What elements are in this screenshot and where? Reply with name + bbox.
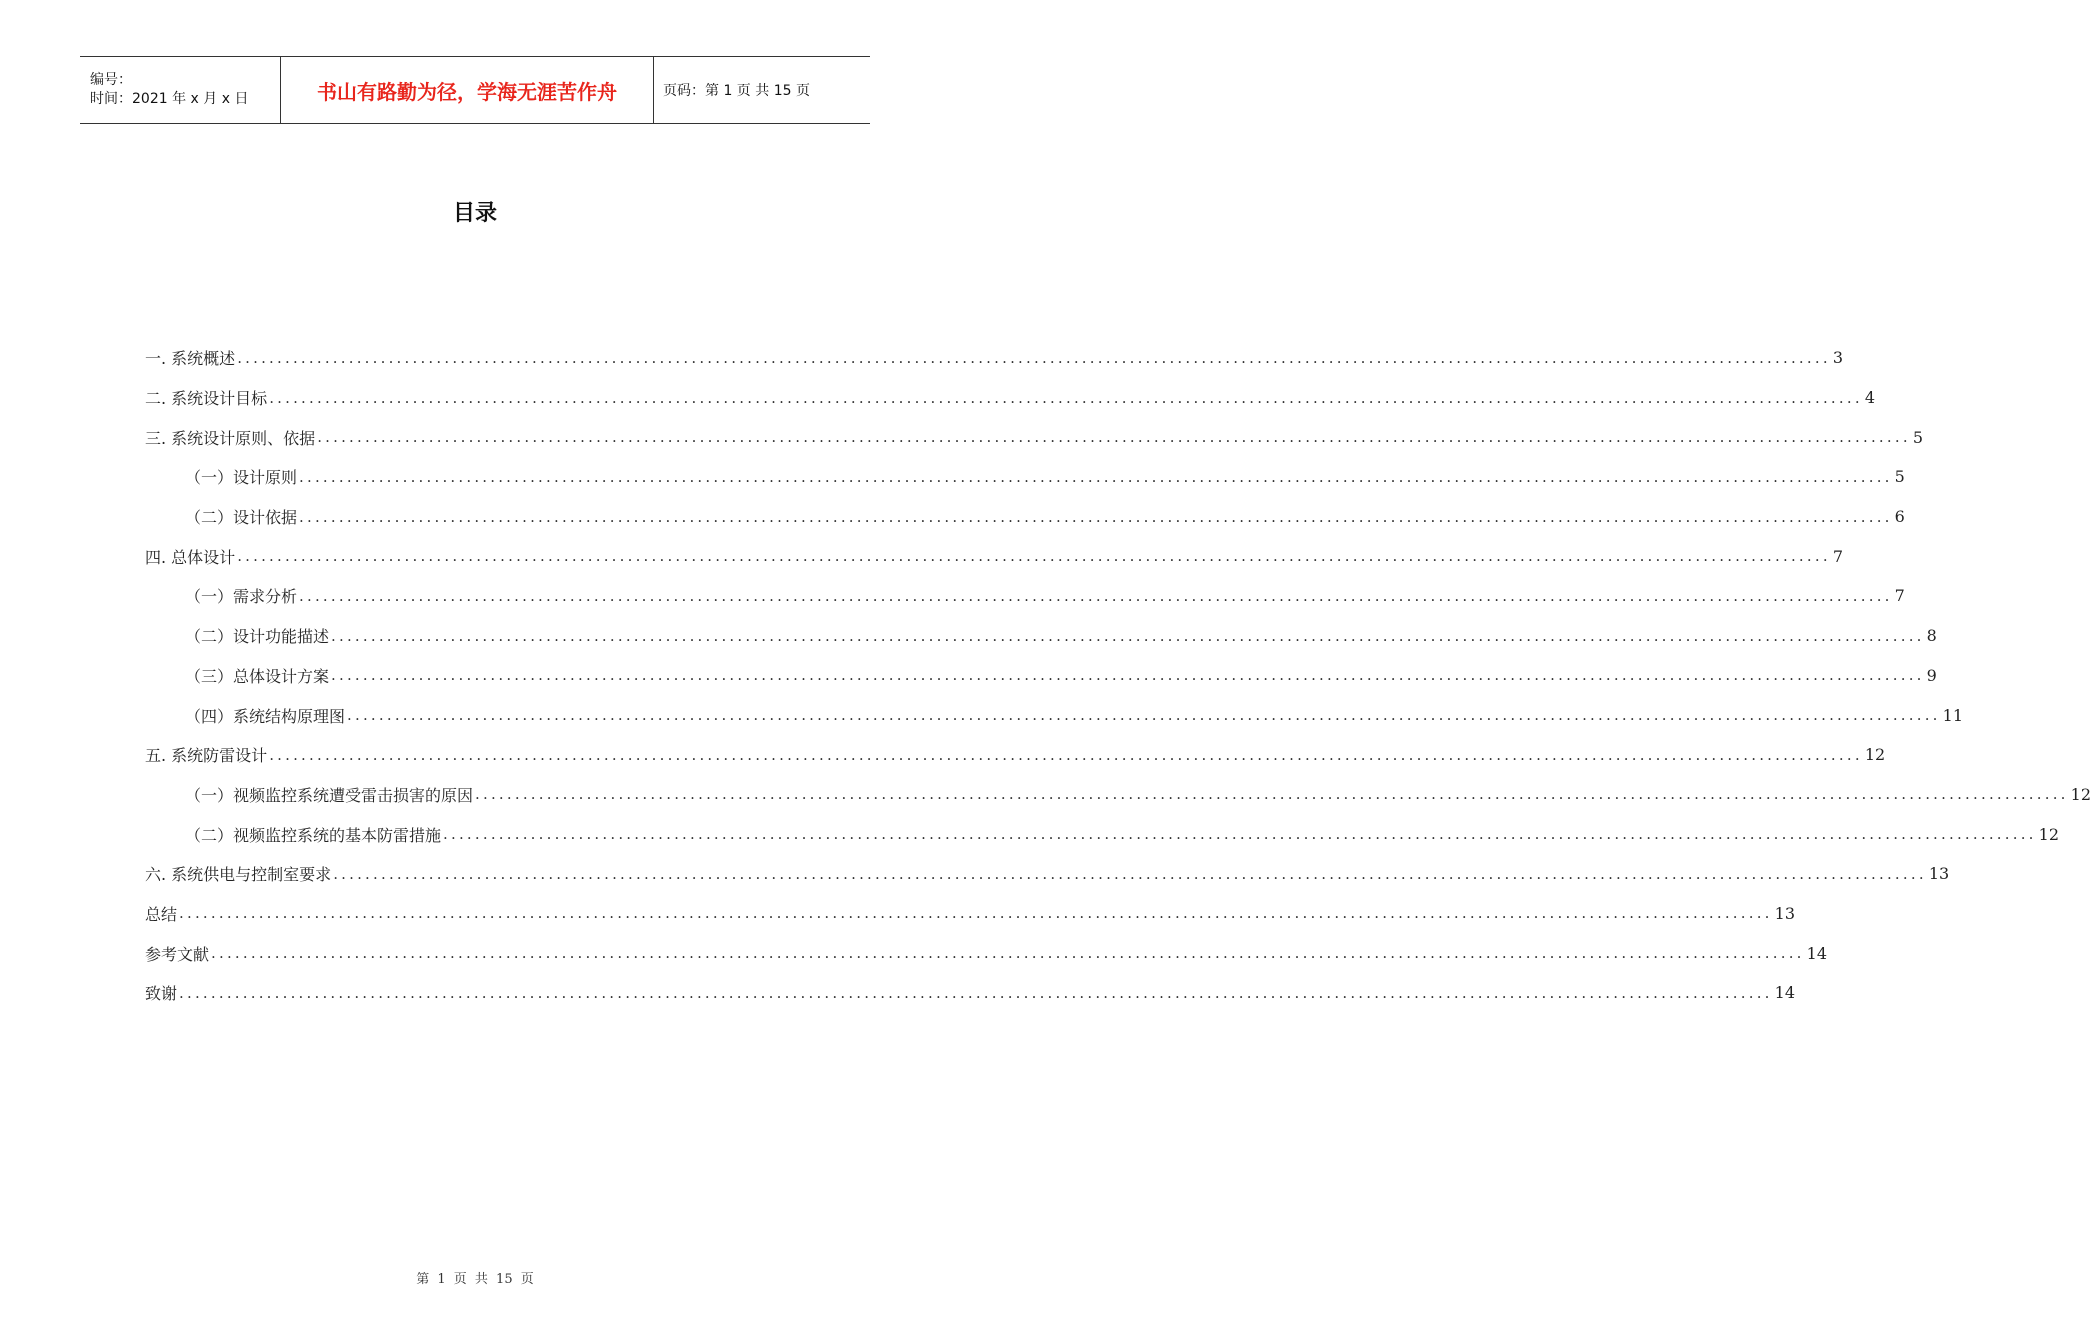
toc-entry[interactable] (145, 378, 1875, 418)
toc-entry[interactable] (145, 497, 1905, 537)
toc-entry[interactable] (145, 814, 2059, 854)
toc-leader-dots: ........................................................................................................................................................................................................ (331, 626, 1925, 645)
toc-leader-dots: ........................................................................................................................................................................................................ (237, 547, 1831, 566)
toc-leader-dots: ........................................................................................................................................................................................................ (237, 348, 1831, 367)
toc-entry-label: （四）系统结构原理图 (185, 706, 346, 726)
page-title: 目录 (452, 201, 497, 226)
toc-entry-label: （二）设计依据 (185, 508, 298, 528)
toc-entry-page: 4 (1864, 388, 1875, 408)
page-footer: 第 1 页 共 15 页 (416, 1272, 534, 1287)
toc-entry-page: 14 (1806, 943, 1827, 963)
header-page-info: 页码：第 1 页 共 15 页 (663, 83, 810, 99)
toc-entry-label: 六. 系统供电与控制室要求 (145, 865, 332, 885)
toc-leader-dots: ........................................................................................................................................................................................................ (317, 428, 1911, 447)
toc-entry[interactable] (145, 933, 1827, 973)
toc-entry-page: 7 (1894, 586, 1905, 606)
toc-leader-dots: ........................................................................................................................................................................................................ (299, 507, 1893, 526)
toc-entry[interactable] (145, 616, 1937, 656)
toc-leader-dots: ........................................................................................................................................................................................................ (269, 745, 1863, 764)
toc-entry-page: 12 (2038, 824, 2059, 844)
toc-entry-label: 五. 系统防雷设计 (145, 746, 268, 766)
toc-entry-page: 14 (1774, 983, 1795, 1003)
toc-entry-label: （二）设计功能描述 (185, 627, 330, 647)
document-number-label: 编号： (90, 72, 132, 88)
toc-entry-page: 12 (2070, 784, 2091, 804)
toc-entry-page: 7 (1832, 546, 1843, 566)
toc-entry[interactable] (145, 656, 1937, 696)
table-of-contents (145, 338, 2091, 1013)
document-time-label: 时间：2021 年 x 月 x 日 (90, 91, 249, 107)
toc-entry[interactable] (145, 457, 1905, 497)
toc-leader-dots: ........................................................................................................................................................................................................ (333, 864, 1927, 883)
toc-entry-label: 一. 系统概述 (145, 349, 236, 369)
page-header (80, 56, 870, 124)
header-motto: 书山有路勤为径，学海无涯苦作舟 (280, 57, 654, 123)
toc-entry-page: 6 (1894, 507, 1905, 527)
toc-leader-dots: ........................................................................................................................................................................................................ (475, 785, 2069, 804)
toc-entry-page: 12 (1864, 745, 1886, 765)
toc-entry-label: 四. 总体设计 (145, 547, 236, 567)
toc-entry-label: 致谢 (145, 984, 178, 1004)
toc-entry[interactable] (145, 338, 1843, 378)
toc-entry-label: （二）视频监控系统的基本防雷措施 (185, 825, 442, 845)
toc-leader-dots: ........................................................................................................................................................................................................ (299, 586, 1893, 605)
toc-entry-label: （一）需求分析 (185, 587, 298, 607)
toc-leader-dots: ........................................................................................................................................................................................................ (331, 666, 1925, 685)
toc-leader-dots: ........................................................................................................................................................................................................ (269, 388, 1863, 407)
toc-entry-label: （一）视频监控系统遭受雷击损害的原因 (185, 785, 474, 805)
toc-entry[interactable] (145, 775, 2091, 815)
header-meta (80, 57, 280, 123)
toc-entry-page: 11 (1942, 705, 1963, 725)
toc-entry-label: （一）设计原则 (185, 468, 298, 488)
toc-entry-label: 参考文献 (145, 944, 210, 964)
toc-leader-dots: ........................................................................................................................................................................................................ (179, 983, 1773, 1002)
toc-leader-dots: ........................................................................................................................................................................................................ (443, 825, 2037, 844)
toc-entry-page: 13 (1928, 864, 1950, 884)
toc-entry[interactable] (145, 854, 1950, 894)
toc-leader-dots: ........................................................................................................................................................................................................ (211, 944, 1805, 963)
toc-leader-dots: ........................................................................................................................................................................................................ (347, 706, 1941, 725)
toc-entry-label: 三. 系统设计原则、依据 (145, 428, 316, 448)
toc-entry-page: 8 (1926, 626, 1937, 646)
toc-entry[interactable] (145, 536, 1843, 576)
toc-entry-label: 二. 系统设计目标 (145, 389, 268, 409)
toc-entry-page: 13 (1774, 903, 1795, 923)
toc-entry[interactable] (145, 576, 1905, 616)
toc-entry-page: 5 (1912, 427, 1923, 447)
toc-leader-dots: ........................................................................................................................................................................................................ (299, 467, 1893, 486)
toc-entry-page: 3 (1832, 348, 1843, 368)
toc-leader-dots: ........................................................................................................................................................................................................ (179, 904, 1773, 923)
toc-entry-page: 5 (1894, 467, 1905, 487)
toc-entry[interactable] (145, 973, 1795, 1013)
toc-entry[interactable] (145, 417, 1923, 457)
toc-entry-label: 总结 (145, 904, 178, 924)
toc-entry-label: （三）总体设计方案 (185, 666, 330, 686)
toc-entry[interactable] (145, 695, 1963, 735)
toc-entry[interactable] (145, 894, 1795, 934)
toc-entry[interactable] (145, 735, 1886, 775)
toc-entry-page: 9 (1926, 665, 1937, 685)
